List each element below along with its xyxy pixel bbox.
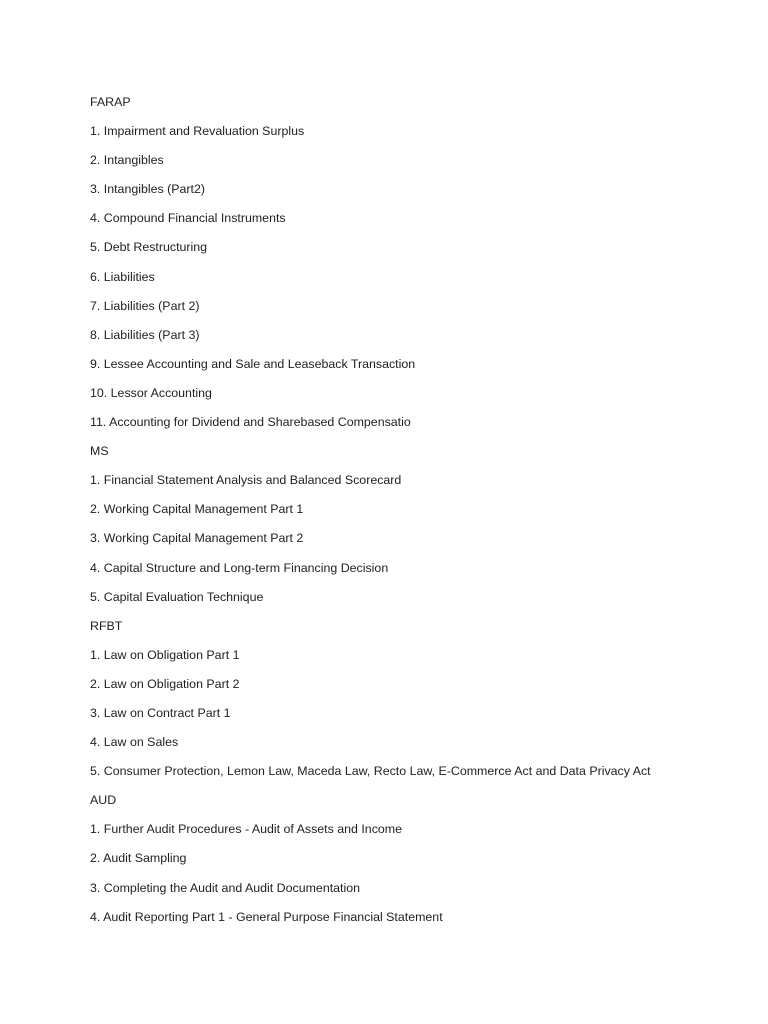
list-item: 1. Impairment and Revaluation Surplus <box>90 124 305 139</box>
list-item: 4. Law on Sales <box>90 735 179 750</box>
list-item: 7. Liabilities (Part 2) <box>90 298 200 313</box>
list-item: 6. Liabilities <box>90 269 155 284</box>
list-item: 4. Compound Financial Instruments <box>90 211 286 226</box>
list-item: 5. Consumer Protection, Lemon Law, Maceda Law, Recto Law, E-Commerce Act and Data Privacy Act <box>90 764 651 779</box>
section-heading-rfbt: RFBT <box>90 618 123 633</box>
list-item: 3. Intangibles (Part2) <box>90 182 206 197</box>
document-body <box>90 93 730 937</box>
list-item: 1. Further Audit Procedures - Audit of Assets and Income <box>90 822 402 837</box>
list-item: 2. Audit Sampling <box>90 851 187 866</box>
list-item: 4. Audit Reporting Part 1 - General Purpose Financial Statement <box>90 909 443 924</box>
list-item: 5. Debt Restructuring <box>90 240 208 255</box>
section-heading-farap: FARAP <box>90 95 131 109</box>
list-item: 1. Financial Statement Analysis and Balanced Scorecard <box>90 473 402 488</box>
list-item: 5. Capital Evaluation Technique <box>90 589 264 604</box>
list-item: 10. Lessor Accounting <box>90 385 212 400</box>
list-item: 11. Accounting for Dividend and Sharebased Compensatio <box>90 415 411 430</box>
list-item: 2. Intangibles <box>90 153 164 168</box>
list-item: 3. Law on Contract Part 1 <box>90 705 231 720</box>
section-heading-ms: MS <box>90 444 109 459</box>
list-item: 1. Law on Obligation Part 1 <box>90 647 240 662</box>
list-item: 3. Working Capital Management Part 2 <box>90 531 304 546</box>
list-item: 9. Lessee Accounting and Sale and Leaseback Transaction <box>90 356 416 371</box>
section-heading-aud: AUD <box>90 793 117 808</box>
list-item: 8. Liabilities (Part 3) <box>90 327 200 342</box>
list-item: 4. Capital Structure and Long-term Financing Decision <box>90 560 389 575</box>
list-item: 2. Working Capital Management Part 1 <box>90 502 304 517</box>
list-item: 2. Law on Obligation Part 2 <box>90 676 240 691</box>
list-item: 3. Completing the Audit and Audit Documentation <box>90 880 361 895</box>
